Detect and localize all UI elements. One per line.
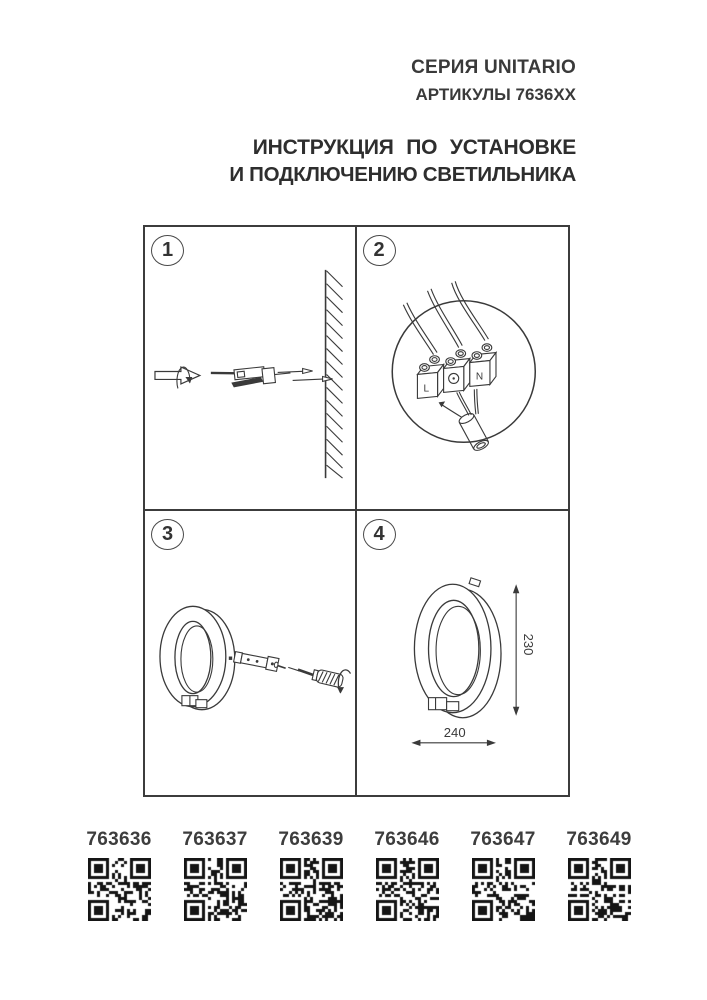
live-terminal-label: L (422, 383, 429, 395)
qr-code (88, 858, 151, 921)
qr-code (472, 858, 535, 921)
step-number: 3 (161, 523, 174, 545)
wall-hatching-icon (326, 270, 343, 478)
height-dimension (512, 584, 535, 715)
mounting-plate-icon (233, 650, 279, 671)
article-code: 763647 (470, 829, 536, 850)
screwdriver-icon (286, 662, 343, 687)
ring-fixture-icon (414, 578, 501, 718)
article-item (373, 829, 441, 921)
step-panel-1 (145, 227, 357, 511)
width-dimension-label: 240 (443, 724, 466, 740)
steps-grid (143, 225, 570, 797)
header (229, 57, 576, 187)
step-panel-2 (357, 227, 569, 511)
step-number: 2 (373, 239, 385, 261)
article-code: 763646 (374, 829, 440, 850)
step-panel-3 (145, 511, 357, 795)
terminal-block-icon (417, 344, 496, 399)
page-title-line2: И ПОДКЛЮЧЕНИЮ СВЕТИЛЬНИКА (229, 163, 576, 186)
wall-bracket-icon (230, 364, 291, 388)
fixture-tab-icon (469, 578, 480, 587)
article-item (469, 829, 537, 921)
direction-arrow-icon (293, 376, 333, 381)
width-dimension (411, 725, 496, 746)
wall-anchor-drawing (145, 227, 355, 509)
article-item (181, 829, 249, 921)
step-number-badge (363, 519, 396, 550)
terminal-wiring-drawing (357, 227, 569, 509)
article-item (85, 829, 153, 921)
articles-line: АРТИКУЛЫ 7636XX (415, 85, 576, 104)
qr-code (280, 858, 343, 921)
bracket-mounting-drawing (145, 511, 355, 795)
height-dimension-label: 230 (520, 633, 536, 656)
dimensions-drawing (357, 511, 569, 795)
ring-fixture-icon (160, 606, 235, 709)
qr-code (568, 858, 631, 921)
fixture-tab-icon (428, 698, 446, 710)
step-number: 4 (373, 523, 385, 545)
article-item (565, 829, 633, 921)
wall-plug-icon (229, 657, 232, 660)
articles-row (85, 829, 633, 921)
step-number-badge (151, 519, 184, 550)
article-code: 763636 (86, 829, 152, 850)
step-panel-4 (357, 511, 569, 795)
step-number-badge (363, 235, 396, 266)
series-name: СЕРИЯ UNITARIO (411, 57, 576, 78)
direction-arrow-icon (278, 368, 313, 373)
article-code: 763637 (182, 829, 248, 850)
neutral-terminal-label: N (475, 371, 483, 383)
article-code: 763649 (566, 829, 632, 850)
step-number: 1 (161, 239, 174, 261)
page-title-line1: ИНСТРУКЦИЯ ПО УСТАНОВКЕ (252, 136, 576, 159)
qr-code (376, 858, 439, 921)
step-number-badge (151, 235, 184, 266)
qr-code (184, 858, 247, 921)
article-item (277, 829, 345, 921)
article-code: 763639 (278, 829, 344, 850)
